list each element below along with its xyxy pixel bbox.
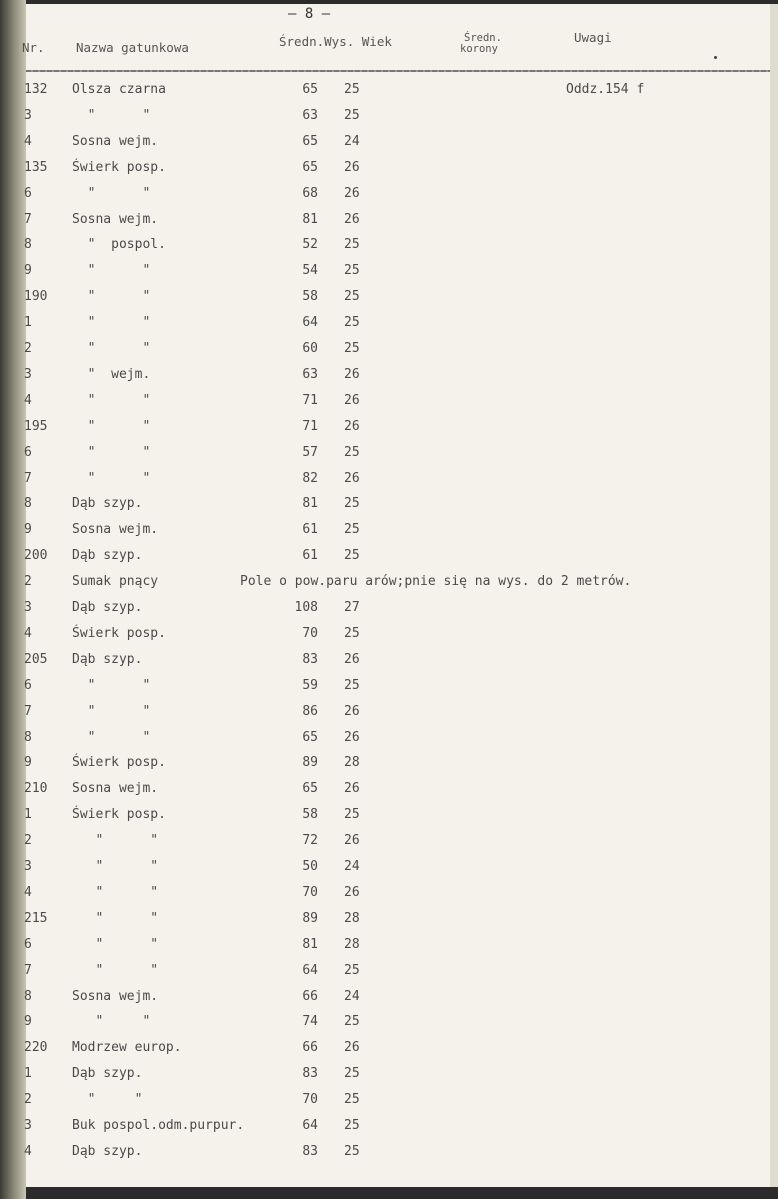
- row-number: 220: [24, 1040, 48, 1056]
- species-name: " pospol.: [72, 237, 166, 253]
- table-row: [26, 134, 770, 156]
- height-value: 25: [344, 444, 360, 460]
- species-name: " wejm.: [72, 366, 151, 382]
- row-number: 9: [24, 522, 32, 538]
- average-age: 81: [302, 936, 318, 952]
- table-row: [26, 833, 770, 855]
- average-age: 54: [302, 263, 318, 279]
- table-row: [26, 1040, 770, 1062]
- height-value: 25: [344, 1143, 360, 1159]
- height-value: 25: [344, 1014, 360, 1030]
- average-age: 58: [302, 289, 318, 305]
- page-edge: [770, 4, 778, 1187]
- average-age: 71: [302, 418, 318, 434]
- species-name: Sosna wejm.: [72, 781, 159, 797]
- height-value: 26: [344, 884, 360, 900]
- height-value: 26: [344, 159, 360, 175]
- row-number: 4: [24, 884, 32, 900]
- height-value: 25: [344, 1092, 360, 1108]
- table-row: [26, 755, 770, 777]
- table-row: [26, 730, 770, 752]
- average-age: 86: [302, 703, 318, 719]
- species-name: Sosna wejm.: [72, 988, 159, 1004]
- table-row: [26, 704, 770, 726]
- average-age: 64: [302, 962, 318, 978]
- species-name: " ": [72, 729, 151, 745]
- remark-text: Oddz.154 f: [566, 82, 645, 97]
- table-row: [26, 341, 770, 363]
- height-value: 26: [344, 470, 360, 486]
- row-number: 210: [24, 781, 48, 797]
- row-number: 205: [24, 651, 48, 667]
- table-row: [26, 1092, 770, 1114]
- row-number: 1: [24, 807, 32, 823]
- table-row: [26, 807, 770, 829]
- row-number: 2: [24, 1092, 32, 1108]
- height-value: 26: [344, 418, 360, 434]
- table-row: [26, 600, 770, 622]
- table-row: [26, 522, 770, 544]
- species-name: Dąb szyp.: [72, 651, 143, 667]
- height-value: 25: [344, 625, 360, 641]
- species-name: " ": [72, 263, 151, 279]
- height-value: 25: [344, 807, 360, 823]
- average-age: 61: [302, 522, 318, 538]
- species-name: " ": [72, 962, 159, 978]
- average-age: 71: [302, 392, 318, 408]
- species-name: " ": [72, 107, 151, 123]
- height-value: 25: [344, 315, 360, 331]
- height-value: 28: [344, 910, 360, 926]
- species-name: " ": [72, 703, 151, 719]
- table-row: [26, 1118, 770, 1140]
- species-name: Dąb szyp.: [72, 1143, 143, 1159]
- average-age: 74: [302, 1014, 318, 1030]
- average-age: 108: [294, 600, 318, 615]
- species-name: Dąb szyp.: [72, 496, 143, 512]
- table-row: [26, 859, 770, 881]
- species-name: Sosna wejm.: [72, 211, 159, 227]
- row-number: 8: [24, 988, 32, 1004]
- table-row: [26, 186, 770, 208]
- table-row: [26, 393, 770, 415]
- table-row: [26, 82, 770, 104]
- species-name: Dąb szyp.: [72, 548, 143, 564]
- row-number: 135: [24, 159, 48, 175]
- average-age: 66: [302, 988, 318, 1004]
- height-value: 25: [344, 341, 360, 356]
- species-name: " ": [72, 884, 159, 900]
- average-age: 57: [302, 444, 318, 460]
- header-nr: Nr.: [22, 40, 45, 55]
- row-number: 8: [24, 237, 32, 253]
- height-value: 26: [344, 781, 360, 797]
- height-value: 25: [344, 496, 360, 512]
- header-crown-line2: korony: [460, 43, 498, 55]
- species-name: " ": [72, 833, 159, 849]
- document-page: [22, 4, 770, 1187]
- average-age: 59: [302, 677, 318, 693]
- header-crown-line1: Średn.: [464, 32, 502, 44]
- species-name: " ": [72, 470, 151, 486]
- table-row: [26, 885, 770, 907]
- table-row: [26, 678, 770, 700]
- table-row: [26, 548, 770, 570]
- row-number: 4: [24, 625, 32, 641]
- height-value: 25: [344, 962, 360, 978]
- table-row: [26, 781, 770, 803]
- average-age: 68: [302, 185, 318, 201]
- row-number: 6: [24, 444, 32, 460]
- table-row: [26, 1144, 770, 1166]
- table-row: [26, 989, 770, 1011]
- row-number: 200: [24, 548, 48, 564]
- row-number: 1: [24, 1066, 32, 1082]
- height-value: 24: [344, 133, 360, 149]
- row-number: 7: [24, 470, 32, 486]
- species-name: Sosna wejm.: [72, 133, 159, 149]
- table-row: [26, 471, 770, 493]
- average-age: 63: [302, 366, 318, 382]
- row-number: 6: [24, 936, 32, 952]
- row-number: 8: [24, 729, 32, 745]
- row-number: 6: [24, 185, 32, 201]
- average-age: 81: [302, 211, 318, 227]
- header-avg-age-height: Średn.Wys. Wiek: [279, 34, 392, 49]
- species-name: Modrzew europ.: [72, 1040, 182, 1056]
- species-name: " ": [72, 677, 151, 693]
- average-age: 60: [302, 341, 318, 356]
- height-value: 28: [344, 755, 360, 771]
- average-age: 70: [302, 625, 318, 641]
- height-value: 26: [344, 1040, 360, 1056]
- row-number: 3: [24, 1118, 32, 1133]
- average-age: 89: [302, 755, 318, 771]
- row-number: 4: [24, 133, 32, 149]
- species-name: " ": [72, 1092, 143, 1108]
- height-value: 26: [344, 651, 360, 667]
- species-name: Świerk posp.: [72, 807, 166, 823]
- table-row: [26, 212, 770, 234]
- row-number: 8: [24, 496, 32, 512]
- species-name: Sumak pnący: [72, 574, 159, 590]
- row-number: 3: [24, 366, 32, 382]
- average-age: 70: [302, 884, 318, 900]
- row-number: 6: [24, 677, 32, 693]
- height-value: 25: [344, 677, 360, 693]
- header-species: Nazwa gatunkowa: [76, 40, 189, 55]
- average-age: 83: [302, 651, 318, 667]
- table-row: [26, 626, 770, 648]
- table-row: [26, 911, 770, 933]
- average-age: 65: [302, 82, 318, 97]
- average-age: 61: [302, 548, 318, 564]
- average-age: 89: [302, 910, 318, 926]
- table-row: [26, 160, 770, 182]
- height-value: 26: [344, 703, 360, 719]
- average-age: 72: [302, 833, 318, 849]
- average-age: 81: [302, 496, 318, 512]
- header-remarks: Uwagi: [574, 30, 612, 45]
- height-value: 25: [344, 522, 360, 538]
- average-age: 65: [302, 133, 318, 149]
- height-value: 26: [344, 833, 360, 849]
- row-number: 9: [24, 263, 32, 279]
- row-number: 215: [24, 910, 48, 926]
- table-row: [26, 652, 770, 674]
- species-name: Olsza czarna: [72, 82, 166, 97]
- species-name: Dąb szyp.: [72, 1066, 143, 1082]
- height-value: 25: [344, 82, 360, 97]
- height-value: 26: [344, 392, 360, 408]
- height-value: 24: [344, 859, 360, 874]
- ink-dot: [714, 56, 717, 59]
- average-age: 82: [302, 470, 318, 486]
- height-value: 25: [344, 237, 360, 253]
- row-number: 3: [24, 107, 32, 123]
- species-name: " ": [72, 444, 151, 460]
- row-number: 2: [24, 341, 32, 356]
- species-name: " ": [72, 1014, 151, 1030]
- species-name: " ": [72, 910, 159, 926]
- species-name: " ": [72, 289, 151, 305]
- average-age: 83: [302, 1066, 318, 1082]
- table-row: [26, 289, 770, 311]
- table-row: [26, 1014, 770, 1036]
- species-name: " ": [72, 341, 151, 356]
- row-number: 7: [24, 211, 32, 227]
- height-value: 25: [344, 289, 360, 305]
- row-number: 1: [24, 315, 32, 331]
- table-row: [26, 445, 770, 467]
- height-value: 27: [344, 600, 360, 615]
- row-number: 7: [24, 703, 32, 719]
- table-row: [26, 237, 770, 259]
- species-name: " ": [72, 859, 159, 874]
- species-name: Sosna wejm.: [72, 522, 159, 538]
- average-age: 66: [302, 1040, 318, 1056]
- average-age: 65: [302, 781, 318, 797]
- row-number: 190: [24, 289, 48, 305]
- table-row: [26, 1066, 770, 1088]
- table-row: [26, 574, 770, 596]
- table-row: [26, 108, 770, 130]
- average-age: 64: [302, 315, 318, 331]
- height-value: 26: [344, 366, 360, 382]
- average-age: 65: [302, 729, 318, 745]
- height-value: 26: [344, 185, 360, 201]
- species-name: " ": [72, 392, 151, 408]
- table-row: [26, 315, 770, 337]
- row-number: 132: [24, 82, 48, 97]
- average-age: 50: [302, 859, 318, 874]
- average-age: 65: [302, 159, 318, 175]
- species-name: " ": [72, 418, 151, 434]
- height-value: 26: [344, 729, 360, 745]
- height-value: 25: [344, 548, 360, 564]
- table-row: [26, 496, 770, 518]
- row-number: 2: [24, 574, 32, 590]
- height-value: 25: [344, 1066, 360, 1082]
- species-name: " ": [72, 185, 151, 201]
- height-value: 25: [344, 263, 360, 279]
- average-age: 70: [302, 1092, 318, 1108]
- table-row: [26, 937, 770, 959]
- average-age: 58: [302, 807, 318, 823]
- row-number: 3: [24, 600, 32, 615]
- row-number: 9: [24, 1014, 32, 1030]
- row-number: 9: [24, 755, 32, 771]
- height-value: 28: [344, 936, 360, 952]
- species-name: " ": [72, 315, 151, 331]
- table-row: [26, 263, 770, 285]
- table-row: [26, 419, 770, 441]
- height-value: 24: [344, 988, 360, 1004]
- row-number: 4: [24, 392, 32, 408]
- height-value: 25: [344, 107, 360, 123]
- table-row: [26, 367, 770, 389]
- species-name: Świerk posp.: [72, 159, 166, 175]
- species-name: Świerk posp.: [72, 755, 166, 771]
- row-number: 7: [24, 962, 32, 978]
- species-name: " ": [72, 936, 159, 952]
- row-number: 2: [24, 833, 32, 849]
- average-age: 52: [302, 237, 318, 253]
- row-number: 195: [24, 418, 48, 434]
- average-age: 63: [302, 107, 318, 123]
- row-number: 3: [24, 859, 32, 874]
- book-binding: [0, 0, 26, 1199]
- average-age: 64: [302, 1118, 318, 1133]
- species-name: Buk pospol.odm.purpur.: [72, 1118, 245, 1133]
- row-number: 4: [24, 1143, 32, 1159]
- page-number: — 8 —: [288, 6, 331, 22]
- average-age: 83: [302, 1143, 318, 1159]
- species-name: Świerk posp.: [72, 625, 166, 641]
- height-value: 26: [344, 211, 360, 227]
- height-value: 25: [344, 1118, 360, 1133]
- species-name: Dąb szyp.: [72, 600, 143, 615]
- row-note: Pole o pow.paru arów;pnie się na wys. do 2 metrów.: [240, 574, 632, 590]
- header-rule: [26, 70, 770, 72]
- table-row: [26, 963, 770, 985]
